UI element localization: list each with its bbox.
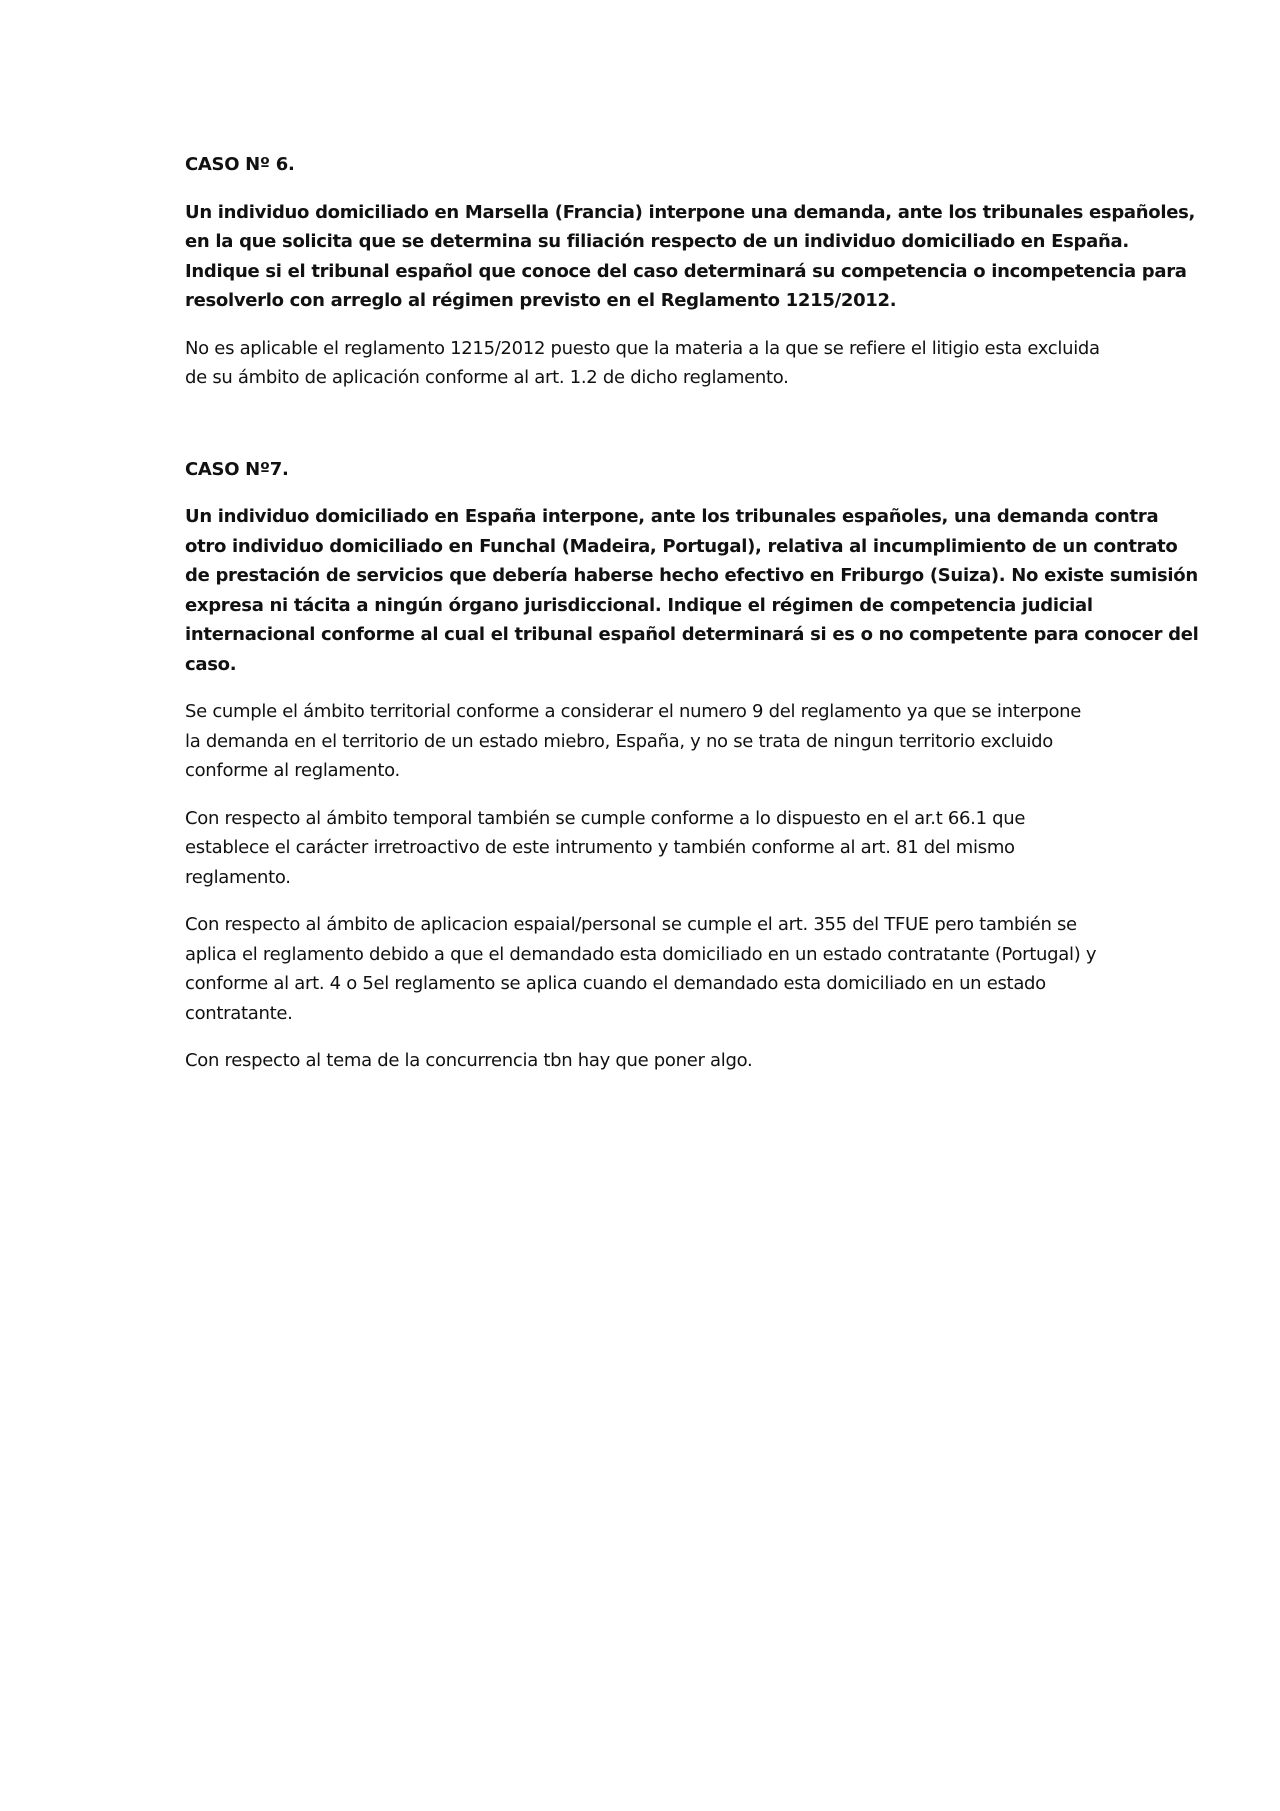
caso-7-answer-concurrencia: [185, 1046, 1115, 1076]
answer-line: Con respecto al ámbito de aplicacion espaial/personal se cumple el art. 355 del TFUE pero también se: [185, 914, 1077, 935]
caso-7-question-line: expresa ni tácita a ningún órgano jurisdiccional. Indique el régimen de competencia judicial: [185, 594, 1093, 616]
answer-line: Con respecto al tema de la concurrencia tbn hay que poner algo.: [185, 1050, 753, 1071]
caso-6-question-line: Un individuo domiciliado en Marsella (Francia) interpone una demanda, ante los tribunales españoles,: [185, 201, 1196, 223]
answer-line: conforme al art. 4 o 5el reglamento se aplica cuando el demandado esta domiciliado en un estado: [185, 973, 1046, 994]
answer-line: Se cumple el ámbito territorial conforme a considerar el numero 9 del reglamento ya que se interpone: [185, 701, 1082, 722]
answer-line: conforme al reglamento.: [185, 760, 400, 781]
answer-line: contratante.: [185, 1002, 293, 1024]
caso-7-question-line: de prestación de servicios que debería haberse hecho efectivo en Friburgo (Suiza). No existe sumisión: [185, 565, 1198, 586]
caso-6-answer-line: No es aplicable el reglamento 1215/2012 puesto que la materia a la que se refiere el litigio esta excluida: [185, 337, 1100, 359]
answer-line: aplica el reglamento debido a que el demandado esta domiciliado en un estado contratante (Portugal) y: [185, 943, 1097, 965]
answer-line: reglamento.: [185, 866, 291, 888]
answer-line: establece el carácter irretroactivo de este intrumento y también conforme al art. 81 del mismo: [185, 837, 1015, 858]
answer-line: la demanda en el territorio de un estado miebro, España, y no se trata de ningun territorio excluido: [185, 730, 1053, 752]
caso-7-answer-territorial: [185, 697, 1115, 786]
caso-6-question-line: en la que solicita que se determina su filiación respecto de un individuo domiciliado en España.: [185, 231, 1129, 252]
document-page: [185, 150, 1199, 1094]
caso-7-question-line: Un individuo domiciliado en España interpone, ante los tribunales españoles, una demanda contra: [185, 506, 1159, 527]
caso-6-question-line: resolverlo con arreglo al régimen previsto en el Reglamento 1215/2012.: [185, 290, 897, 311]
caso-6-question: [185, 198, 1196, 316]
case-spacer: [185, 411, 1115, 455]
caso-7-heading: CASO Nº7.: [185, 458, 289, 480]
caso-7-question-line: otro individuo domiciliado en Funchal (Madeira, Portugal), relativa al incumplimiento de un contrato: [185, 535, 1178, 557]
caso-7-question-line: caso.: [185, 653, 237, 675]
caso-6-question-line: Indique si el tribunal español que conoce del caso determinará su competencia o incompetencia para: [185, 260, 1187, 282]
answer-line: Con respecto al ámbito temporal también se cumple conforme a lo dispuesto en el ar.t 66.1 que: [185, 807, 1026, 829]
caso-6-answer-line: de su ámbito de aplicación conforme al art. 1.2 de dicho reglamento.: [185, 367, 789, 388]
caso-7-question: [185, 502, 1199, 679]
caso-6-answer: [185, 334, 1115, 393]
caso-6-heading: CASO Nº 6.: [185, 154, 295, 175]
caso-7-question-line: internacional conforme al cual el tribunal español determinará si es o no competente para conocer del: [185, 624, 1199, 645]
caso-7-answer-personal: [185, 910, 1115, 1028]
caso-7-answer-temporal: [185, 804, 1115, 893]
